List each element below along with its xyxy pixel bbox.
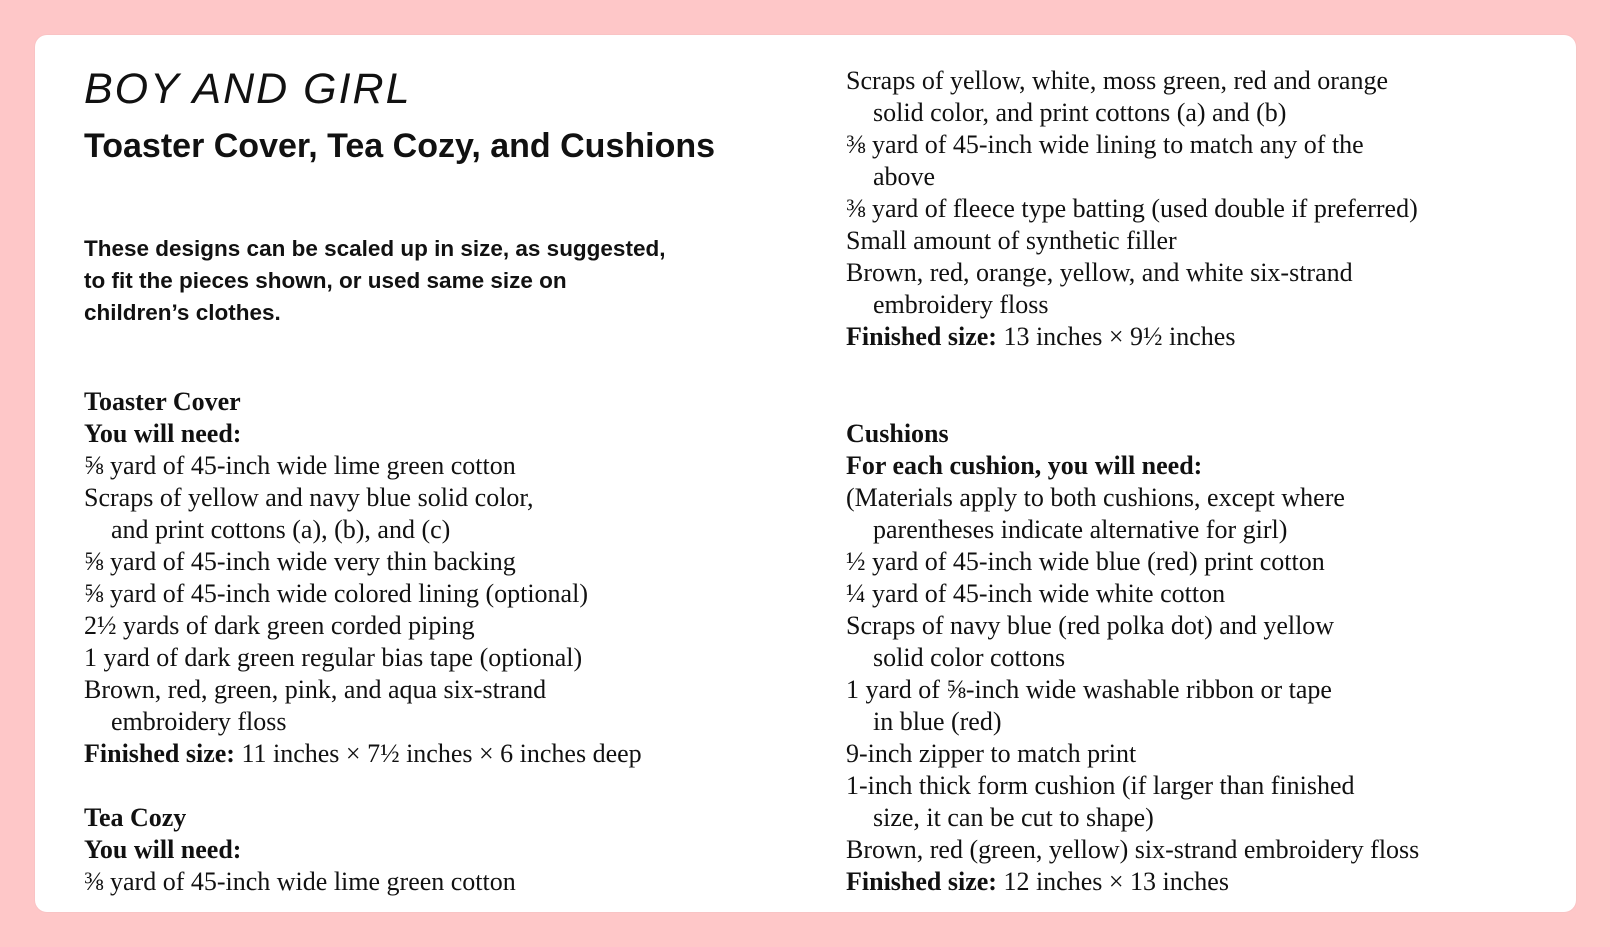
finished-size-value: 12 inches × 13 inches — [996, 867, 1229, 896]
material-line: 9-inch zipper to match print — [846, 739, 1137, 768]
material-line: 1 yard of dark green regular bias tape (optional) — [84, 643, 583, 672]
finished-size-label: Finished size: — [846, 867, 997, 896]
material-line: ⅜ yard of 45-inch wide lining to match any of the — [846, 130, 1364, 159]
material-line: ⅝ yard of 45-inch wide very thin backing — [84, 547, 516, 576]
material-line: Scraps of yellow, white, moss green, red and orange — [846, 66, 1388, 95]
finished-size — [846, 321, 1418, 353]
finished-size — [84, 738, 642, 770]
intro-line: children’s clothes. — [84, 300, 281, 325]
finished-size-value: 11 inches × 7½ inches × 6 inches deep — [234, 739, 642, 768]
material-line: solid color cottons — [873, 643, 1066, 672]
page-title: BOY AND GIRL — [84, 65, 412, 113]
material-line: ⅝ yard of 45-inch wide lime green cotton — [84, 451, 516, 480]
material-line: ¼ yard of 45-inch wide white cotton — [846, 579, 1226, 608]
intro-line: to fit the pieces shown, or used same size on — [84, 268, 567, 293]
material-line: and print cottons (a), (b), and (c) — [111, 515, 451, 544]
finished-size-label: Finished size: — [84, 739, 235, 768]
material-line: parentheses indicate alternative for girl) — [873, 515, 1288, 544]
material-line: Brown, red, green, pink, and aqua six-strand — [84, 675, 547, 704]
material-line: (Materials apply to both cushions, except where — [846, 483, 1345, 512]
material-line: size, it can be cut to shape) — [873, 803, 1154, 832]
tea-cozy-continued — [846, 65, 1418, 353]
material-line: Scraps of yellow and navy blue solid color, — [84, 483, 534, 512]
material-line: ⅝ yard of 45-inch wide colored lining (optional) — [84, 579, 588, 608]
section-need-label: You will need: — [84, 419, 242, 448]
material-line: ½ yard of 45-inch wide blue (red) print cotton — [846, 547, 1325, 576]
cushions-section — [846, 418, 1419, 898]
intro-paragraph — [84, 233, 784, 329]
section-title: Cushions — [846, 419, 949, 448]
intro-line: These designs can be scaled up in size, as suggested, — [84, 236, 666, 261]
material-line: embroidery floss — [873, 290, 1049, 319]
material-line: Brown, red, orange, yellow, and white six-strand — [846, 258, 1353, 287]
section-title: Toaster Cover — [84, 387, 241, 416]
material-line: Brown, red (green, yellow) six-strand embroidery floss — [846, 835, 1420, 864]
section-title: Tea Cozy — [84, 803, 187, 832]
material-line: 2½ yards of dark green corded piping — [84, 611, 475, 640]
material-line: 1 yard of ⅝-inch wide washable ribbon or tape — [846, 675, 1332, 704]
material-line: Scraps of navy blue (red polka dot) and yellow — [846, 611, 1335, 640]
section-need-label: You will need: — [84, 835, 242, 864]
material-line: Small amount of synthetic filler — [846, 226, 1177, 255]
material-line: solid color, and print cottons (a) and (b) — [873, 98, 1287, 127]
material-line: ⅜ yard of fleece type batting (used double if preferred) — [846, 194, 1418, 223]
finished-size-label: Finished size: — [846, 322, 997, 351]
material-line: in blue (red) — [873, 707, 1002, 736]
tea-cozy-section — [84, 802, 516, 898]
toaster-cover-section — [84, 386, 642, 770]
finished-size — [846, 866, 1419, 898]
document-page — [35, 35, 1576, 912]
page-subtitle: Toaster Cover, Tea Cozy, and Cushions — [84, 127, 716, 165]
section-need-label: For each cushion, you will need: — [846, 451, 1203, 480]
finished-size-value: 13 inches × 9½ inches — [996, 322, 1236, 351]
material-line: ⅜ yard of 45-inch wide lime green cotton — [84, 867, 516, 896]
material-line: above — [873, 162, 936, 191]
material-line: 1-inch thick form cushion (if larger than finished — [846, 771, 1355, 800]
material-line: embroidery floss — [111, 707, 287, 736]
